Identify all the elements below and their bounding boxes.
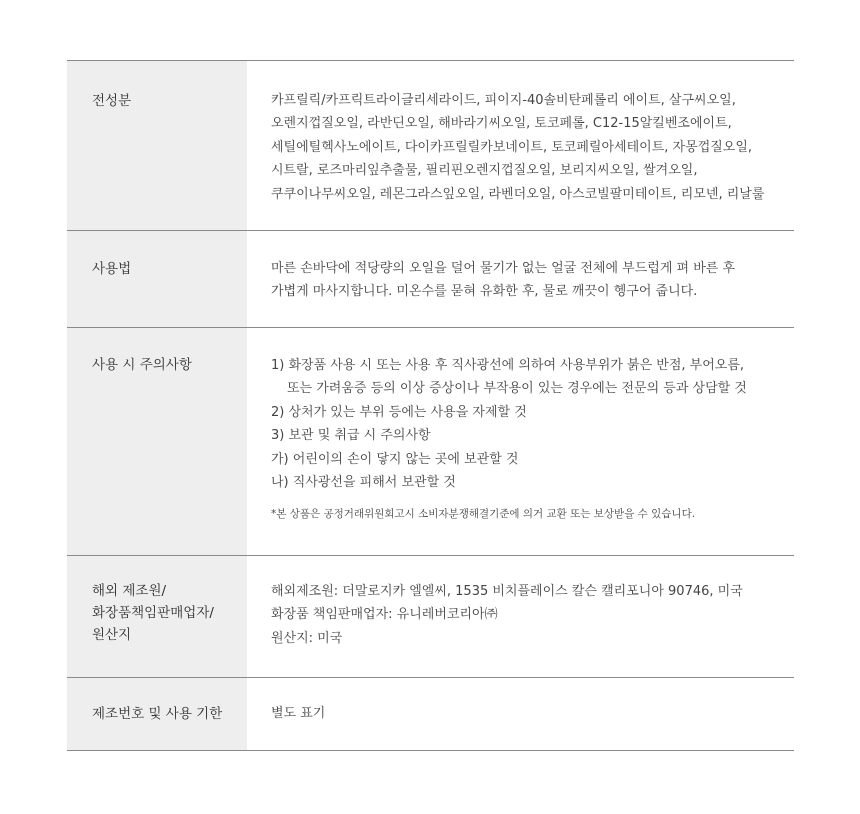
cautions-value — [247, 328, 794, 555]
manufacturer-value — [247, 556, 794, 677]
manufacturer-line: 화장품 책임판매업자: 유니레버코리아㈜ — [271, 607, 498, 623]
expiry-label — [67, 678, 247, 750]
expiry-value-text: 별도 표기 — [271, 706, 326, 721]
usage-label — [67, 231, 247, 327]
cautions-line: 나) 직사광선을 피해서 보관할 것 — [271, 475, 456, 491]
cautions-row — [67, 328, 794, 556]
usage-line: 가볍게 마사지합니다. 미온수를 묻혀 유화한 후, 물로 깨끗이 헹구어 줍니다. — [271, 284, 698, 300]
usage-line: 마른 손바닥에 적당량의 오일을 덜어 물기가 없는 얼굴 전체에 부드럽게 펴 바른 후 — [271, 261, 736, 276]
exchange-note: *본 상품은 공정거래위원회고시 소비자분쟁해결기준에 의거 교환 또는 보상받을 수 있습니다. — [271, 508, 696, 521]
manufacturer-line: 원산지: 미국 — [271, 630, 343, 646]
expiry-label-text: 제조번호 및 사용 기한 — [92, 706, 223, 722]
usage-label-text: 사용법 — [92, 261, 132, 277]
ingredients-label — [67, 61, 247, 230]
ingredients-line: 세틸에틸헥사노에이트, 다이카프릴릴카보네이트, 토코페릴아세테이트, 자몽껍질오일, — [271, 139, 753, 155]
ingredients-row — [67, 61, 794, 231]
usage-value — [247, 231, 794, 327]
cautions-line: 3) 보관 및 취급 시 주의사항 — [271, 428, 431, 444]
ingredients-line: 오렌지껍질오일, 라반딘오일, 해바라기씨오일, 토코페롤, C12-15알킬벤조에이트, — [271, 116, 732, 132]
ingredients-label-text: 전성분 — [92, 93, 132, 109]
usage-row — [67, 231, 794, 328]
manufacturer-row — [67, 556, 794, 678]
ingredients-line: 쿠쿠이나무씨오일, 레몬그라스잎오일, 라벤더오일, 아스코빌팔미테이트, 리모넨, 리날룰 — [271, 186, 765, 202]
cautions-line: 1) 화장품 사용 시 또는 사용 후 직사광선에 의하여 사용부위가 붉은 반점, 부어오름, — [271, 358, 745, 373]
ingredients-line: 시트랄, 로즈마리잎추출물, 필리핀오렌지껍질오일, 보리지씨오일, 쌀겨오일, — [271, 163, 698, 179]
manufacturer-label-line: 화장품책임판매업자/ — [92, 605, 214, 621]
manufacturer-label-line: 원산지 — [92, 627, 132, 643]
product-info-table — [67, 60, 794, 751]
cautions-label-text: 사용 시 주의사항 — [92, 357, 192, 373]
ingredients-value — [247, 61, 794, 230]
expiry-row — [67, 678, 794, 751]
ingredients-line: 카프릴릭/카프릭트라이글리세라이드, 피이지-40솔비탄페롤리 에이트, 살구씨오일, — [271, 93, 736, 108]
cautions-line: 또는 가려움증 등의 이상 증상이나 부작용이 있는 경우에는 전문의 등과 상담할 것 — [287, 381, 747, 397]
expiry-value — [247, 678, 794, 750]
cautions-line: 2) 상처가 있는 부위 등에는 사용을 자제할 것 — [271, 404, 527, 420]
cautions-line: 가) 어린이의 손이 닿지 않는 곳에 보관할 것 — [271, 451, 519, 467]
cautions-label — [67, 328, 247, 555]
manufacturer-line: 해외제조원: 더말로지카 엘엘씨, 1535 비치플레이스 칼슨 캘리포니아 90746, 미국 — [271, 584, 743, 599]
manufacturer-label — [67, 556, 247, 677]
manufacturer-label-line: 해외 제조원/ — [92, 583, 167, 599]
